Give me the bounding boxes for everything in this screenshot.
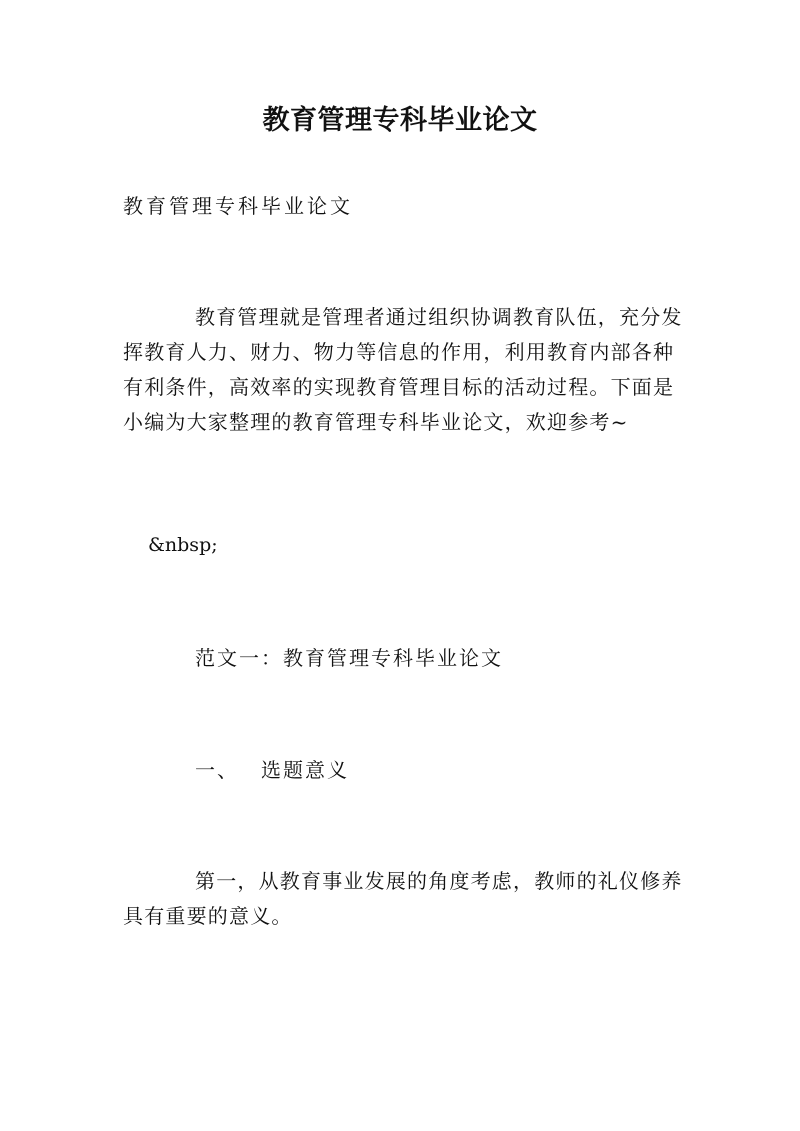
section-title: 选题意义 <box>261 758 349 782</box>
intro-paragraph <box>123 300 685 440</box>
document-title: 教育管理专科毕业论文 <box>262 105 538 136</box>
sample-essay-heading: 范文一：教育管理专科毕业论文 <box>195 646 503 670</box>
section-heading <box>195 754 349 783</box>
nbsp-line: &nbsp; <box>148 534 218 556</box>
section-number: 一、 <box>195 758 239 782</box>
intro-paragraph-text: 教育管理就是管理者通过组织协调教育队伍，充分发挥教育人力、财力、物力等信息的作用，利用教育内部各种有利条件，高效率的实现教育管理目标的活动过程。下面是小编为大家整理的教育管理专科毕业论文，欢迎参考~ <box>123 305 683 434</box>
first-paragraph <box>123 864 685 934</box>
document-subtitle: 教育管理专科毕业论文 <box>123 194 353 218</box>
first-paragraph-text: 第一，从教育事业发展的角度考虑，教师的礼仪修养具有重要的意义。 <box>123 869 683 928</box>
